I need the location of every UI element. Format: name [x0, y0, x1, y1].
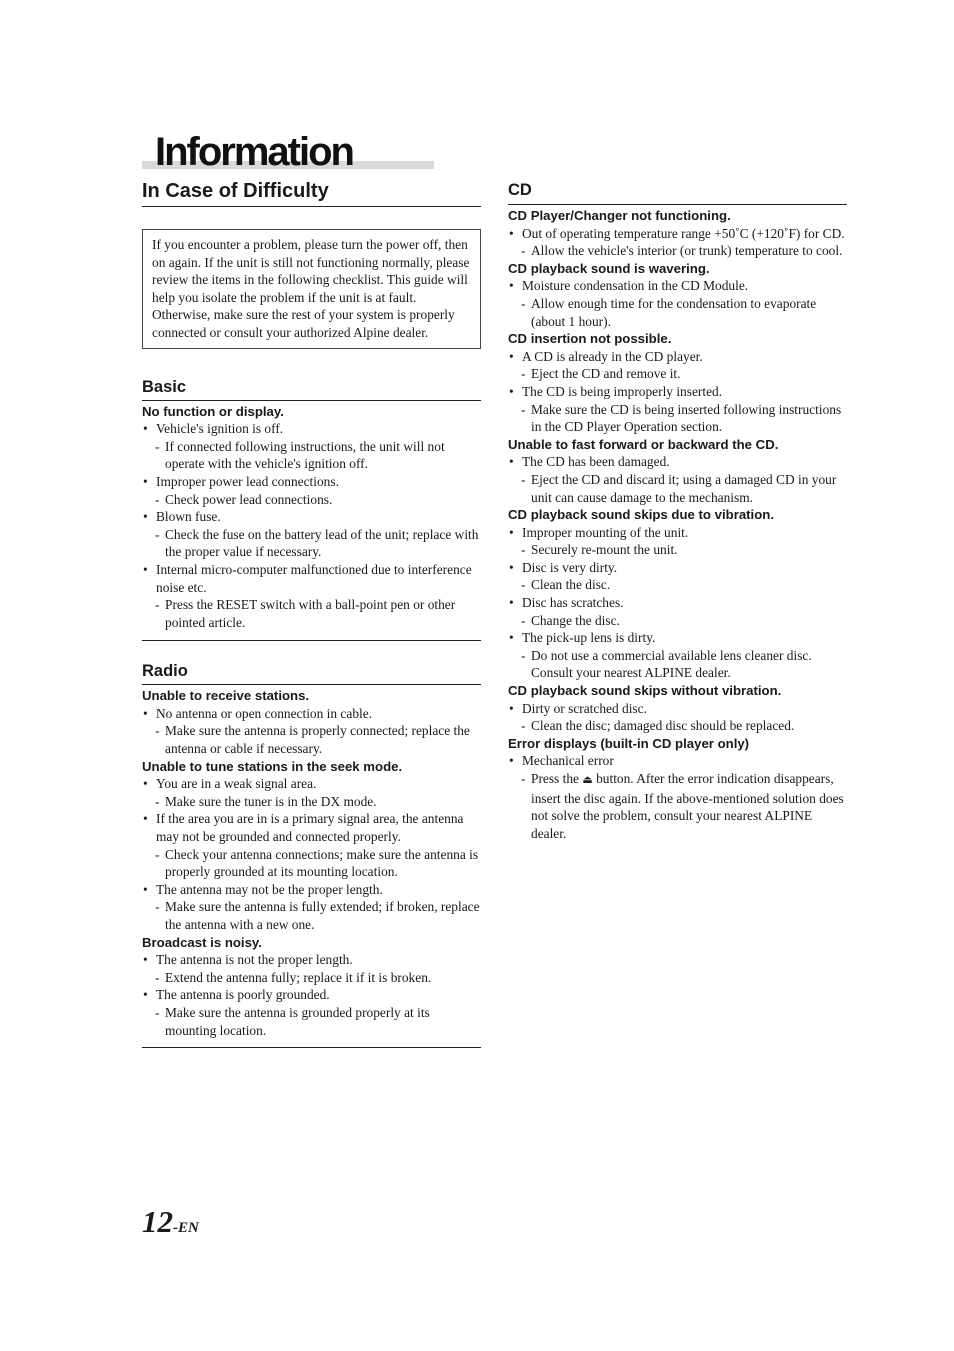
symptom-item: • The CD is being improperly inserted. — [508, 383, 847, 401]
remedy-item: - Make sure the antenna is properly connected; replace the antenna or cable if necessary. — [142, 722, 481, 757]
remedy-item: - Make sure the tuner is in the DX mode. — [142, 793, 481, 811]
symptom-item: • Dirty or scratched disc. — [508, 700, 847, 718]
remedy-item: - Allow enough time for the condensation to evaporate (about 1 hour). — [508, 295, 847, 330]
symptom-item: • Blown fuse. — [142, 508, 481, 526]
subsection-title: Error displays (built-in CD player only) — [508, 735, 750, 751]
section-heading-difficulty: In Case of Difficulty — [142, 178, 481, 207]
page-header — [142, 132, 434, 172]
subsection-title: CD Player/Changer not functioning. — [508, 208, 731, 223]
cd-section — [508, 207, 847, 842]
symptom-item: • Disc is very dirty. — [508, 559, 847, 577]
remedy-item: - Check the fuse on the battery lead of the unit; replace with the proper value if necessary. — [142, 526, 481, 561]
left-column — [142, 178, 481, 1048]
right-column — [508, 178, 847, 842]
symptom-item: • You are in a weak signal area. — [142, 775, 481, 793]
radio-section — [142, 687, 481, 1039]
remedy-item: - Eject the CD and remove it. — [508, 365, 847, 383]
symptom-item: • Moisture condensation in the CD Module. — [508, 277, 847, 295]
symptom-item: • No antenna or open connection in cable. — [142, 705, 481, 723]
subsection-title: Unable to tune stations in the seek mode. — [142, 758, 403, 774]
remedy-item: - Make sure the antenna is grounded properly at its mounting location. — [142, 1004, 481, 1039]
section-heading-basic: Basic — [142, 376, 481, 401]
remedy-item: - Make sure the CD is being inserted following instructions in the CD Player Operation section. — [508, 401, 847, 436]
subsection-title: CD playback sound skips without vibration. — [508, 683, 782, 699]
symptom-item: • The pick-up lens is dirty. — [508, 629, 847, 647]
subsection-title: No function or display. — [142, 403, 284, 419]
page-number-value: 12 — [142, 1204, 173, 1239]
remedy-item: - Clean the disc; damaged disc should be replaced. — [508, 717, 847, 735]
section-heading-radio: Radio — [142, 660, 481, 685]
remedy-text: button. After the error indication disappears, insert the disc again. If the above-mentioned solution does not solve the problem, consult your nearest ALPINE dealer. — [531, 771, 844, 841]
page-number-suffix: -EN — [173, 1220, 199, 1236]
symptom-item: • Disc has scratches. — [508, 594, 847, 612]
remedy-item: - Check your antenna connections; make sure the antenna is properly grounded at its mounting location. — [142, 846, 481, 881]
remedy-text: Press the — [531, 771, 583, 786]
symptom-item: • The antenna may not be the proper length. — [142, 881, 481, 899]
symptom-item: • Improper mounting of the unit. — [508, 524, 847, 542]
remedy-item: - Securely re-mount the unit. — [508, 541, 847, 559]
remedy-item — [508, 770, 847, 842]
page-number — [142, 1203, 199, 1247]
symptom-item: • Vehicle's ignition is off. — [142, 420, 481, 438]
symptom-item: • If the area you are in is a primary signal area, the antenna may not be grounded and connected properly. — [142, 810, 481, 845]
subsection-title: CD insertion not possible. — [508, 331, 672, 347]
remedy-item: - If connected following instructions, the unit will not operate with the vehicle's ignition off. — [142, 438, 481, 473]
symptom-item: • The CD has been damaged. — [508, 453, 847, 471]
section-divider — [142, 1047, 481, 1048]
remedy-item: - Extend the antenna fully; replace it if it is broken. — [142, 969, 481, 987]
symptom-item: • Mechanical error — [508, 752, 847, 770]
remedy-item: - Allow the vehicle's interior (or trunk) temperature to cool. — [508, 242, 847, 260]
remedy-item: - Eject the CD and discard it; using a damaged CD in your unit can cause damage to the mechanism. — [508, 471, 847, 506]
symptom-item: • Improper power lead connections. — [142, 473, 481, 491]
subsection-title: Unable to receive stations. — [142, 688, 310, 704]
section-heading-cd: CD — [508, 178, 847, 205]
intro-box: If you encounter a problem, please turn the power off, then on again. If the unit is still not functioning normally, please review the items in the following checklist. This guide will help you isolate the problem if the unit is at fault. Otherwise, make sure the rest of your system is properly connected or consult your authorized Alpine dealer. — [142, 229, 481, 349]
subsection-title: Unable to fast forward or backward the CD. — [508, 436, 779, 452]
remedy-item: - Change the disc. — [508, 612, 847, 630]
symptom-item: • The antenna is poorly grounded. — [142, 986, 481, 1004]
subsection-title: CD playback sound is wavering. — [508, 260, 710, 276]
symptom-item: • The antenna is not the proper length. — [142, 951, 481, 969]
symptom-item: • Out of operating temperature range +50˚C (+120˚F) for CD. — [508, 225, 847, 243]
basic-section — [142, 403, 481, 632]
remedy-item: - Make sure the antenna is fully extended; if broken, replace the antenna with a new one. — [142, 898, 481, 933]
symptom-item: • Internal micro-computer malfunctioned due to interference noise etc. — [142, 561, 481, 596]
page-title: Information — [155, 130, 353, 174]
remedy-item: - Check power lead connections. — [142, 491, 481, 509]
remedy-item: - Press the RESET switch with a ball-point pen or other pointed article. — [142, 596, 481, 631]
eject-icon: ⏏ — [582, 774, 593, 786]
symptom-item: • A CD is already in the CD player. — [508, 348, 847, 366]
remedy-item: - Do not use a commercial available lens cleaner disc. Consult your nearest ALPINE dealer. — [508, 647, 847, 682]
subsection-title: CD playback sound skips due to vibration. — [508, 507, 774, 523]
subsection-title: Broadcast is noisy. — [142, 934, 262, 950]
remedy-item: - Clean the disc. — [508, 576, 847, 594]
